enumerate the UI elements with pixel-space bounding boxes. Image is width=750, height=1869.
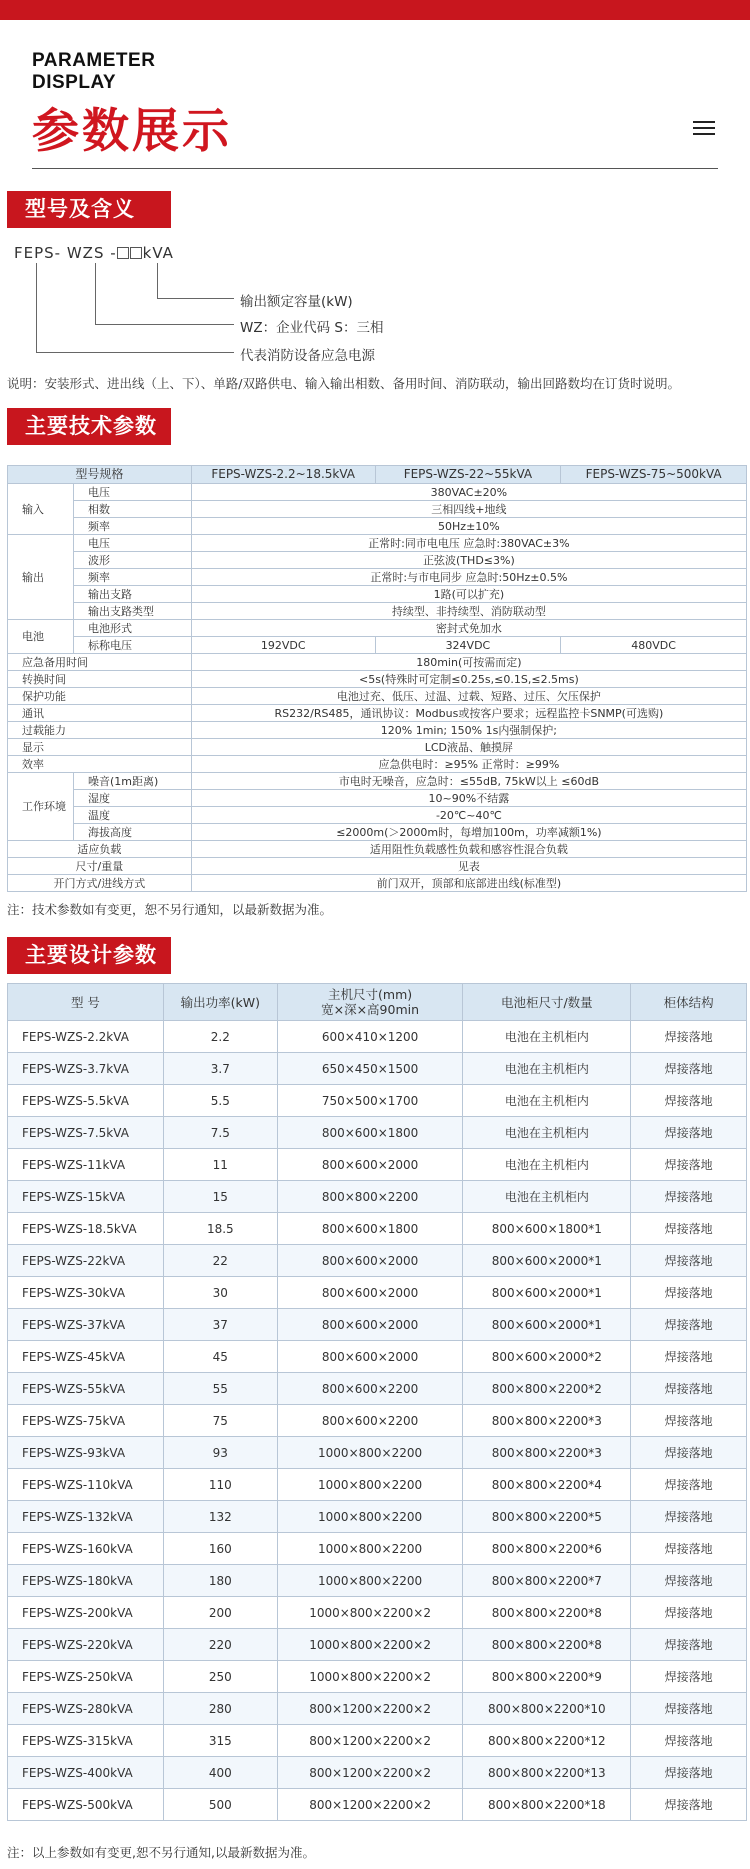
table-row — [8, 1437, 747, 1469]
section2-note: 注：技术参数如有变更，恕不另行通知，以最新数据为准。 — [7, 902, 333, 917]
param-value: 正常时:同市电电压 应急时:380VAC±3% — [191, 535, 746, 552]
cell-battery: 800×600×1800*1 — [463, 1213, 631, 1245]
param-value: 应急供电时：≥95% 正常时：≥99% — [191, 756, 746, 773]
cell-power: 5.5 — [163, 1085, 277, 1117]
cell-structure: 焊接落地 — [631, 1373, 747, 1405]
cell-dims: 800×600×2000 — [277, 1277, 463, 1309]
cell-model: FEPS-WZS-160kVA — [8, 1533, 164, 1565]
cell-power: 55 — [163, 1373, 277, 1405]
cell-dims: 800×600×2000 — [277, 1341, 463, 1373]
table-row — [8, 1341, 747, 1373]
model-code-prefix: FEPS- WZS - — [14, 244, 117, 262]
english-heading — [32, 50, 155, 94]
cell-model: FEPS-WZS-93kVA — [8, 1437, 164, 1469]
table-row — [8, 1725, 747, 1757]
cell-structure: 焊接落地 — [631, 1661, 747, 1693]
cell-power: 132 — [163, 1501, 277, 1533]
cell-model: FEPS-WZS-15kVA — [8, 1181, 164, 1213]
cell-battery: 800×800×2200*13 — [463, 1757, 631, 1789]
param-label: 通讯 — [8, 705, 192, 722]
table-row — [8, 1597, 747, 1629]
table-row — [8, 688, 747, 705]
cell-battery: 电池在主机柜内 — [463, 1021, 631, 1053]
group-label: 电池 — [8, 620, 74, 654]
cell-power: 75 — [163, 1405, 277, 1437]
cell-dims: 1000×800×2200×2 — [277, 1661, 463, 1693]
cell-battery: 800×800×2200*2 — [463, 1373, 631, 1405]
cell-battery: 800×600×2000*2 — [463, 1341, 631, 1373]
tech-table-header — [8, 466, 747, 484]
table-row — [8, 1373, 747, 1405]
table-row — [8, 1309, 747, 1341]
cell-model: FEPS-WZS-5.5kVA — [8, 1085, 164, 1117]
cell-dims: 1000×800×2200 — [277, 1469, 463, 1501]
table-row — [8, 603, 747, 620]
cell-structure: 焊接落地 — [631, 1405, 747, 1437]
header-cell: 型 号 — [8, 984, 164, 1021]
param-label: 相数 — [73, 501, 191, 518]
param-value: 密封式免加水 — [191, 620, 746, 637]
cell-battery: 800×800×2200*6 — [463, 1533, 631, 1565]
cell-battery: 800×800×2200*4 — [463, 1469, 631, 1501]
cell-power: 22 — [163, 1245, 277, 1277]
table-row — [8, 1117, 747, 1149]
cell-dims: 750×500×1700 — [277, 1085, 463, 1117]
header-cell: 柜体结构 — [631, 984, 747, 1021]
table-row — [8, 790, 747, 807]
cell-structure: 焊接落地 — [631, 1597, 747, 1629]
header-cell — [277, 984, 463, 1021]
design-params-table — [7, 983, 747, 1821]
cell-structure: 焊接落地 — [631, 1053, 747, 1085]
param-label: 频率 — [73, 569, 191, 586]
cell-structure: 焊接落地 — [631, 1693, 747, 1725]
table-row — [8, 637, 747, 654]
table-row — [8, 1213, 747, 1245]
cell-battery: 800×800×2200*3 — [463, 1437, 631, 1469]
header-cell: FEPS-WZS-75~500kVA — [561, 466, 747, 484]
param-label: 效率 — [8, 756, 192, 773]
cell-power: 180 — [163, 1565, 277, 1597]
header-cell: 电池柜尺寸/数量 — [463, 984, 631, 1021]
cell-battery: 800×800×2200*3 — [463, 1405, 631, 1437]
cell-model: FEPS-WZS-7.5kVA — [8, 1117, 164, 1149]
cell-structure: 焊接落地 — [631, 1117, 747, 1149]
cell-dims: 800×1200×2200×2 — [277, 1725, 463, 1757]
param-label: 显示 — [8, 739, 192, 756]
table-row — [8, 518, 747, 535]
table-row — [8, 620, 747, 637]
cell-power: 250 — [163, 1661, 277, 1693]
table-row — [8, 501, 747, 518]
table-row — [8, 1693, 747, 1725]
cell-dims: 800×800×2200 — [277, 1181, 463, 1213]
table-row — [8, 1149, 747, 1181]
cell-battery: 800×600×2000*1 — [463, 1309, 631, 1341]
cell-model: FEPS-WZS-110kVA — [8, 1469, 164, 1501]
cell-battery: 800×800×2200*5 — [463, 1501, 631, 1533]
cell-power: 110 — [163, 1469, 277, 1501]
cell-power: 37 — [163, 1309, 277, 1341]
cell-structure: 焊接落地 — [631, 1501, 747, 1533]
table-row — [8, 1661, 747, 1693]
param-value: ≤2000m(＞2000m时，每增加100m，功率减额1%) — [191, 824, 746, 841]
cell-power: 280 — [163, 1693, 277, 1725]
table-row — [8, 1501, 747, 1533]
cell-dims: 800×600×2200 — [277, 1405, 463, 1437]
design-table-header — [8, 984, 747, 1021]
cell-model: FEPS-WZS-75kVA — [8, 1405, 164, 1437]
cell-dims: 800×600×2000 — [277, 1149, 463, 1181]
cell-structure: 焊接落地 — [631, 1789, 747, 1821]
cell-model: FEPS-WZS-250kVA — [8, 1661, 164, 1693]
cell-structure: 焊接落地 — [631, 1341, 747, 1373]
cell-battery: 800×600×2000*1 — [463, 1245, 631, 1277]
cell-structure: 焊接落地 — [631, 1149, 747, 1181]
table-row — [8, 1277, 747, 1309]
param-label: 尺寸/重量 — [8, 858, 192, 875]
cell-battery: 800×800×2200*8 — [463, 1597, 631, 1629]
english-heading-line1: PARAMETER — [32, 50, 156, 71]
cell-dims: 800×1200×2200×2 — [277, 1789, 463, 1821]
param-label: 电压 — [73, 484, 191, 501]
group-label: 工作环境 — [8, 773, 74, 841]
param-value: RS232/RS485，通讯协议：Modbus或按客户要求；远程监控卡SNMP(可选购) — [191, 705, 746, 722]
cell-dims: 800×1200×2200×2 — [277, 1757, 463, 1789]
param-value: 180min(可按需而定) — [191, 654, 746, 671]
cell-dims: 1000×800×2200 — [277, 1437, 463, 1469]
cell-structure: 焊接落地 — [631, 1437, 747, 1469]
param-value: 正常时:与市电同步 应急时:50Hz±0.5% — [191, 569, 746, 586]
placeholder-box-icon — [130, 247, 142, 259]
cell-power: 93 — [163, 1437, 277, 1469]
placeholder-box-icon — [117, 247, 129, 259]
param-label: 噪音(1m距离) — [73, 773, 191, 790]
cell-model: FEPS-WZS-2.2kVA — [8, 1021, 164, 1053]
table-row — [8, 552, 747, 569]
cell-power: 3.7 — [163, 1053, 277, 1085]
cell-model: FEPS-WZS-280kVA — [8, 1693, 164, 1725]
param-label: 保护功能 — [8, 688, 192, 705]
cell-model: FEPS-WZS-400kVA — [8, 1757, 164, 1789]
header-cell: 输出功率(kW) — [163, 984, 277, 1021]
header-dims-line1: 主机尺寸(mm) — [328, 987, 413, 1002]
cell-power: 7.5 — [163, 1117, 277, 1149]
cell-structure: 焊接落地 — [631, 1469, 747, 1501]
cell-battery: 电池在主机柜内 — [463, 1085, 631, 1117]
param-value: 380VAC±20% — [191, 484, 746, 501]
table-row — [8, 654, 747, 671]
cell-structure: 焊接落地 — [631, 1021, 747, 1053]
annotation-meaning: 代表消防设备应急电源 — [240, 348, 375, 364]
cell-model: FEPS-WZS-315kVA — [8, 1725, 164, 1757]
cell-structure: 焊接落地 — [631, 1245, 747, 1277]
param-label: 温度 — [73, 807, 191, 824]
param-value: 见表 — [191, 858, 746, 875]
cell-structure: 焊接落地 — [631, 1533, 747, 1565]
param-value: 324VDC — [375, 637, 561, 654]
cell-dims: 800×600×2000 — [277, 1309, 463, 1341]
table-row — [8, 841, 747, 858]
section-design-params-header: 主要设计参数 — [7, 937, 171, 974]
section3-note: 注：以上参数如有变更,恕不另行通知,以最新数据为准。 — [7, 1845, 315, 1860]
table-row — [8, 1469, 747, 1501]
header-cell: FEPS-WZS-2.2~18.5kVA — [191, 466, 375, 484]
param-label: 过载能力 — [8, 722, 192, 739]
param-label: 转换时间 — [8, 671, 192, 688]
cell-model: FEPS-WZS-55kVA — [8, 1373, 164, 1405]
group-label: 输入 — [8, 484, 74, 535]
cell-battery: 800×800×2200*7 — [463, 1565, 631, 1597]
param-value: 120% 1min; 150% 1s内强制保护; — [191, 722, 746, 739]
table-row — [8, 484, 747, 501]
cell-structure: 焊接落地 — [631, 1725, 747, 1757]
param-value: 电池过充、低压、过温、过载、短路、过压、欠压保护 — [191, 688, 746, 705]
model-code — [14, 244, 174, 262]
param-label: 波形 — [73, 552, 191, 569]
cell-battery: 电池在主机柜内 — [463, 1117, 631, 1149]
param-value: 前门双开，顶部和底部进出线(标准型) — [191, 875, 746, 892]
table-row — [8, 569, 747, 586]
cell-structure: 焊接落地 — [631, 1629, 747, 1661]
cell-model: FEPS-WZS-132kVA — [8, 1501, 164, 1533]
cell-dims: 1000×800×2200×2 — [277, 1629, 463, 1661]
table-row — [8, 875, 747, 892]
cell-model: FEPS-WZS-200kVA — [8, 1597, 164, 1629]
cell-structure: 焊接落地 — [631, 1213, 747, 1245]
table-row — [8, 586, 747, 603]
param-value: 1路(可以扩充) — [191, 586, 746, 603]
table-row — [8, 722, 747, 739]
group-label: 输出 — [8, 535, 74, 620]
param-value: <5s(特殊时可定制≤0.25s,≤0.1S,≤2.5ms) — [191, 671, 746, 688]
cell-battery: 800×800×2200*12 — [463, 1725, 631, 1757]
cell-dims: 800×600×1800 — [277, 1213, 463, 1245]
param-label: 开门方式/进线方式 — [8, 875, 192, 892]
cell-power: 30 — [163, 1277, 277, 1309]
cell-model: FEPS-WZS-18.5kVA — [8, 1213, 164, 1245]
param-label: 标称电压 — [73, 637, 191, 654]
table-row — [8, 1181, 747, 1213]
cell-power: 200 — [163, 1597, 277, 1629]
cell-structure: 焊接落地 — [631, 1181, 747, 1213]
cell-power: 15 — [163, 1181, 277, 1213]
cell-dims: 600×410×1200 — [277, 1021, 463, 1053]
param-value: 正弦波(THD≤3%) — [191, 552, 746, 569]
table-row — [8, 1757, 747, 1789]
table-row — [8, 1021, 747, 1053]
cell-power: 18.5 — [163, 1213, 277, 1245]
cell-power: 400 — [163, 1757, 277, 1789]
cell-model: FEPS-WZS-30kVA — [8, 1277, 164, 1309]
param-label: 电压 — [73, 535, 191, 552]
section1-note: 说明：安装形式、进出线（上、下）、单路/双路供电、输入输出相数、备用时间、消防联动，输出回路数均在订货时说明。 — [7, 376, 680, 391]
param-label: 适应负载 — [8, 841, 192, 858]
cell-dims: 1000×800×2200 — [277, 1501, 463, 1533]
cell-battery: 电池在主机柜内 — [463, 1053, 631, 1085]
cell-dims: 1000×800×2200 — [277, 1565, 463, 1597]
cell-battery: 800×800×2200*8 — [463, 1629, 631, 1661]
tech-params-table — [7, 465, 747, 892]
param-label: 应急备用时间 — [8, 654, 192, 671]
param-label: 频率 — [73, 518, 191, 535]
table-row — [8, 535, 747, 552]
cell-battery: 800×600×2000*1 — [463, 1277, 631, 1309]
title-divider — [32, 168, 718, 169]
cell-power: 315 — [163, 1725, 277, 1757]
cell-dims: 1000×800×2200×2 — [277, 1597, 463, 1629]
cell-model: FEPS-WZS-45kVA — [8, 1341, 164, 1373]
cell-model: FEPS-WZS-22kVA — [8, 1245, 164, 1277]
table-row — [8, 705, 747, 722]
param-value: 10~90%不结露 — [191, 790, 746, 807]
cell-dims: 800×1200×2200×2 — [277, 1693, 463, 1725]
cell-power: 160 — [163, 1533, 277, 1565]
param-label: 输出支路 — [73, 586, 191, 603]
param-value: -20℃~40℃ — [191, 807, 746, 824]
table-row — [8, 858, 747, 875]
cell-model: FEPS-WZS-3.7kVA — [8, 1053, 164, 1085]
table-row — [8, 824, 747, 841]
cell-dims: 800×600×2000 — [277, 1245, 463, 1277]
table-row — [8, 1053, 747, 1085]
param-value: 持续型、非持续型、消防联动型 — [191, 603, 746, 620]
cell-dims: 800×600×2200 — [277, 1373, 463, 1405]
param-label: 输出支路类型 — [73, 603, 191, 620]
cell-structure: 焊接落地 — [631, 1277, 747, 1309]
table-row — [8, 807, 747, 824]
table-row — [8, 671, 747, 688]
table-row — [8, 1405, 747, 1437]
header-dims-line2: 宽×深×高90min — [321, 1002, 420, 1017]
param-value: 三相四线+地线 — [191, 501, 746, 518]
cell-power: 11 — [163, 1149, 277, 1181]
cell-battery: 电池在主机柜内 — [463, 1149, 631, 1181]
page-title: 参数展示 — [32, 104, 232, 159]
param-label: 电池形式 — [73, 620, 191, 637]
cell-structure: 焊接落地 — [631, 1085, 747, 1117]
cell-model: FEPS-WZS-180kVA — [8, 1565, 164, 1597]
table-row — [8, 756, 747, 773]
cell-power: 2.2 — [163, 1021, 277, 1053]
annotation-capacity: 输出额定容量(kW) — [240, 294, 353, 310]
cell-power: 45 — [163, 1341, 277, 1373]
bracket-meaning — [36, 263, 234, 353]
param-value: 480VDC — [561, 637, 747, 654]
cell-model: FEPS-WZS-500kVA — [8, 1789, 164, 1821]
table-row — [8, 1629, 747, 1661]
cell-dims: 650×450×1500 — [277, 1053, 463, 1085]
hamburger-menu-icon[interactable] — [693, 121, 715, 139]
section-tech-params-header: 主要技术参数 — [7, 408, 171, 445]
section-model-meaning-header: 型号及含义 — [7, 191, 171, 228]
cell-battery: 电池在主机柜内 — [463, 1181, 631, 1213]
cell-power: 220 — [163, 1629, 277, 1661]
top-accent-bar — [0, 0, 750, 20]
model-code-suffix: kVA — [142, 244, 174, 262]
param-value: 192VDC — [191, 637, 375, 654]
cell-model: FEPS-WZS-37kVA — [8, 1309, 164, 1341]
header-cell: FEPS-WZS-22~55kVA — [375, 466, 561, 484]
param-value: 市电时无噪音，应急时：≤55dB, 75kW以上 ≤60dB — [191, 773, 746, 790]
param-label: 海拔高度 — [73, 824, 191, 841]
cell-power: 500 — [163, 1789, 277, 1821]
table-row — [8, 1789, 747, 1821]
cell-model: FEPS-WZS-11kVA — [8, 1149, 164, 1181]
param-label: 湿度 — [73, 790, 191, 807]
table-row — [8, 739, 747, 756]
param-value: 适用阻性负载感性负载和感容性混合负载 — [191, 841, 746, 858]
table-row — [8, 1565, 747, 1597]
english-heading-line2: DISPLAY — [32, 72, 117, 93]
cell-model: FEPS-WZS-220kVA — [8, 1629, 164, 1661]
cell-structure: 焊接落地 — [631, 1565, 747, 1597]
cell-battery: 800×800×2200*10 — [463, 1693, 631, 1725]
param-value: 50Hz±10% — [191, 518, 746, 535]
table-row — [8, 1085, 747, 1117]
table-row — [8, 773, 747, 790]
annotation-company: WZ：企业代码 S：三相 — [240, 320, 384, 336]
cell-dims: 1000×800×2200 — [277, 1533, 463, 1565]
cell-structure: 焊接落地 — [631, 1757, 747, 1789]
table-row — [8, 1533, 747, 1565]
cell-structure: 焊接落地 — [631, 1309, 747, 1341]
table-row — [8, 1245, 747, 1277]
cell-battery: 800×800×2200*18 — [463, 1789, 631, 1821]
cell-battery: 800×800×2200*9 — [463, 1661, 631, 1693]
cell-dims: 800×600×1800 — [277, 1117, 463, 1149]
param-value: LCD液晶、触摸屏 — [191, 739, 746, 756]
header-cell: 型号规格 — [8, 466, 192, 484]
